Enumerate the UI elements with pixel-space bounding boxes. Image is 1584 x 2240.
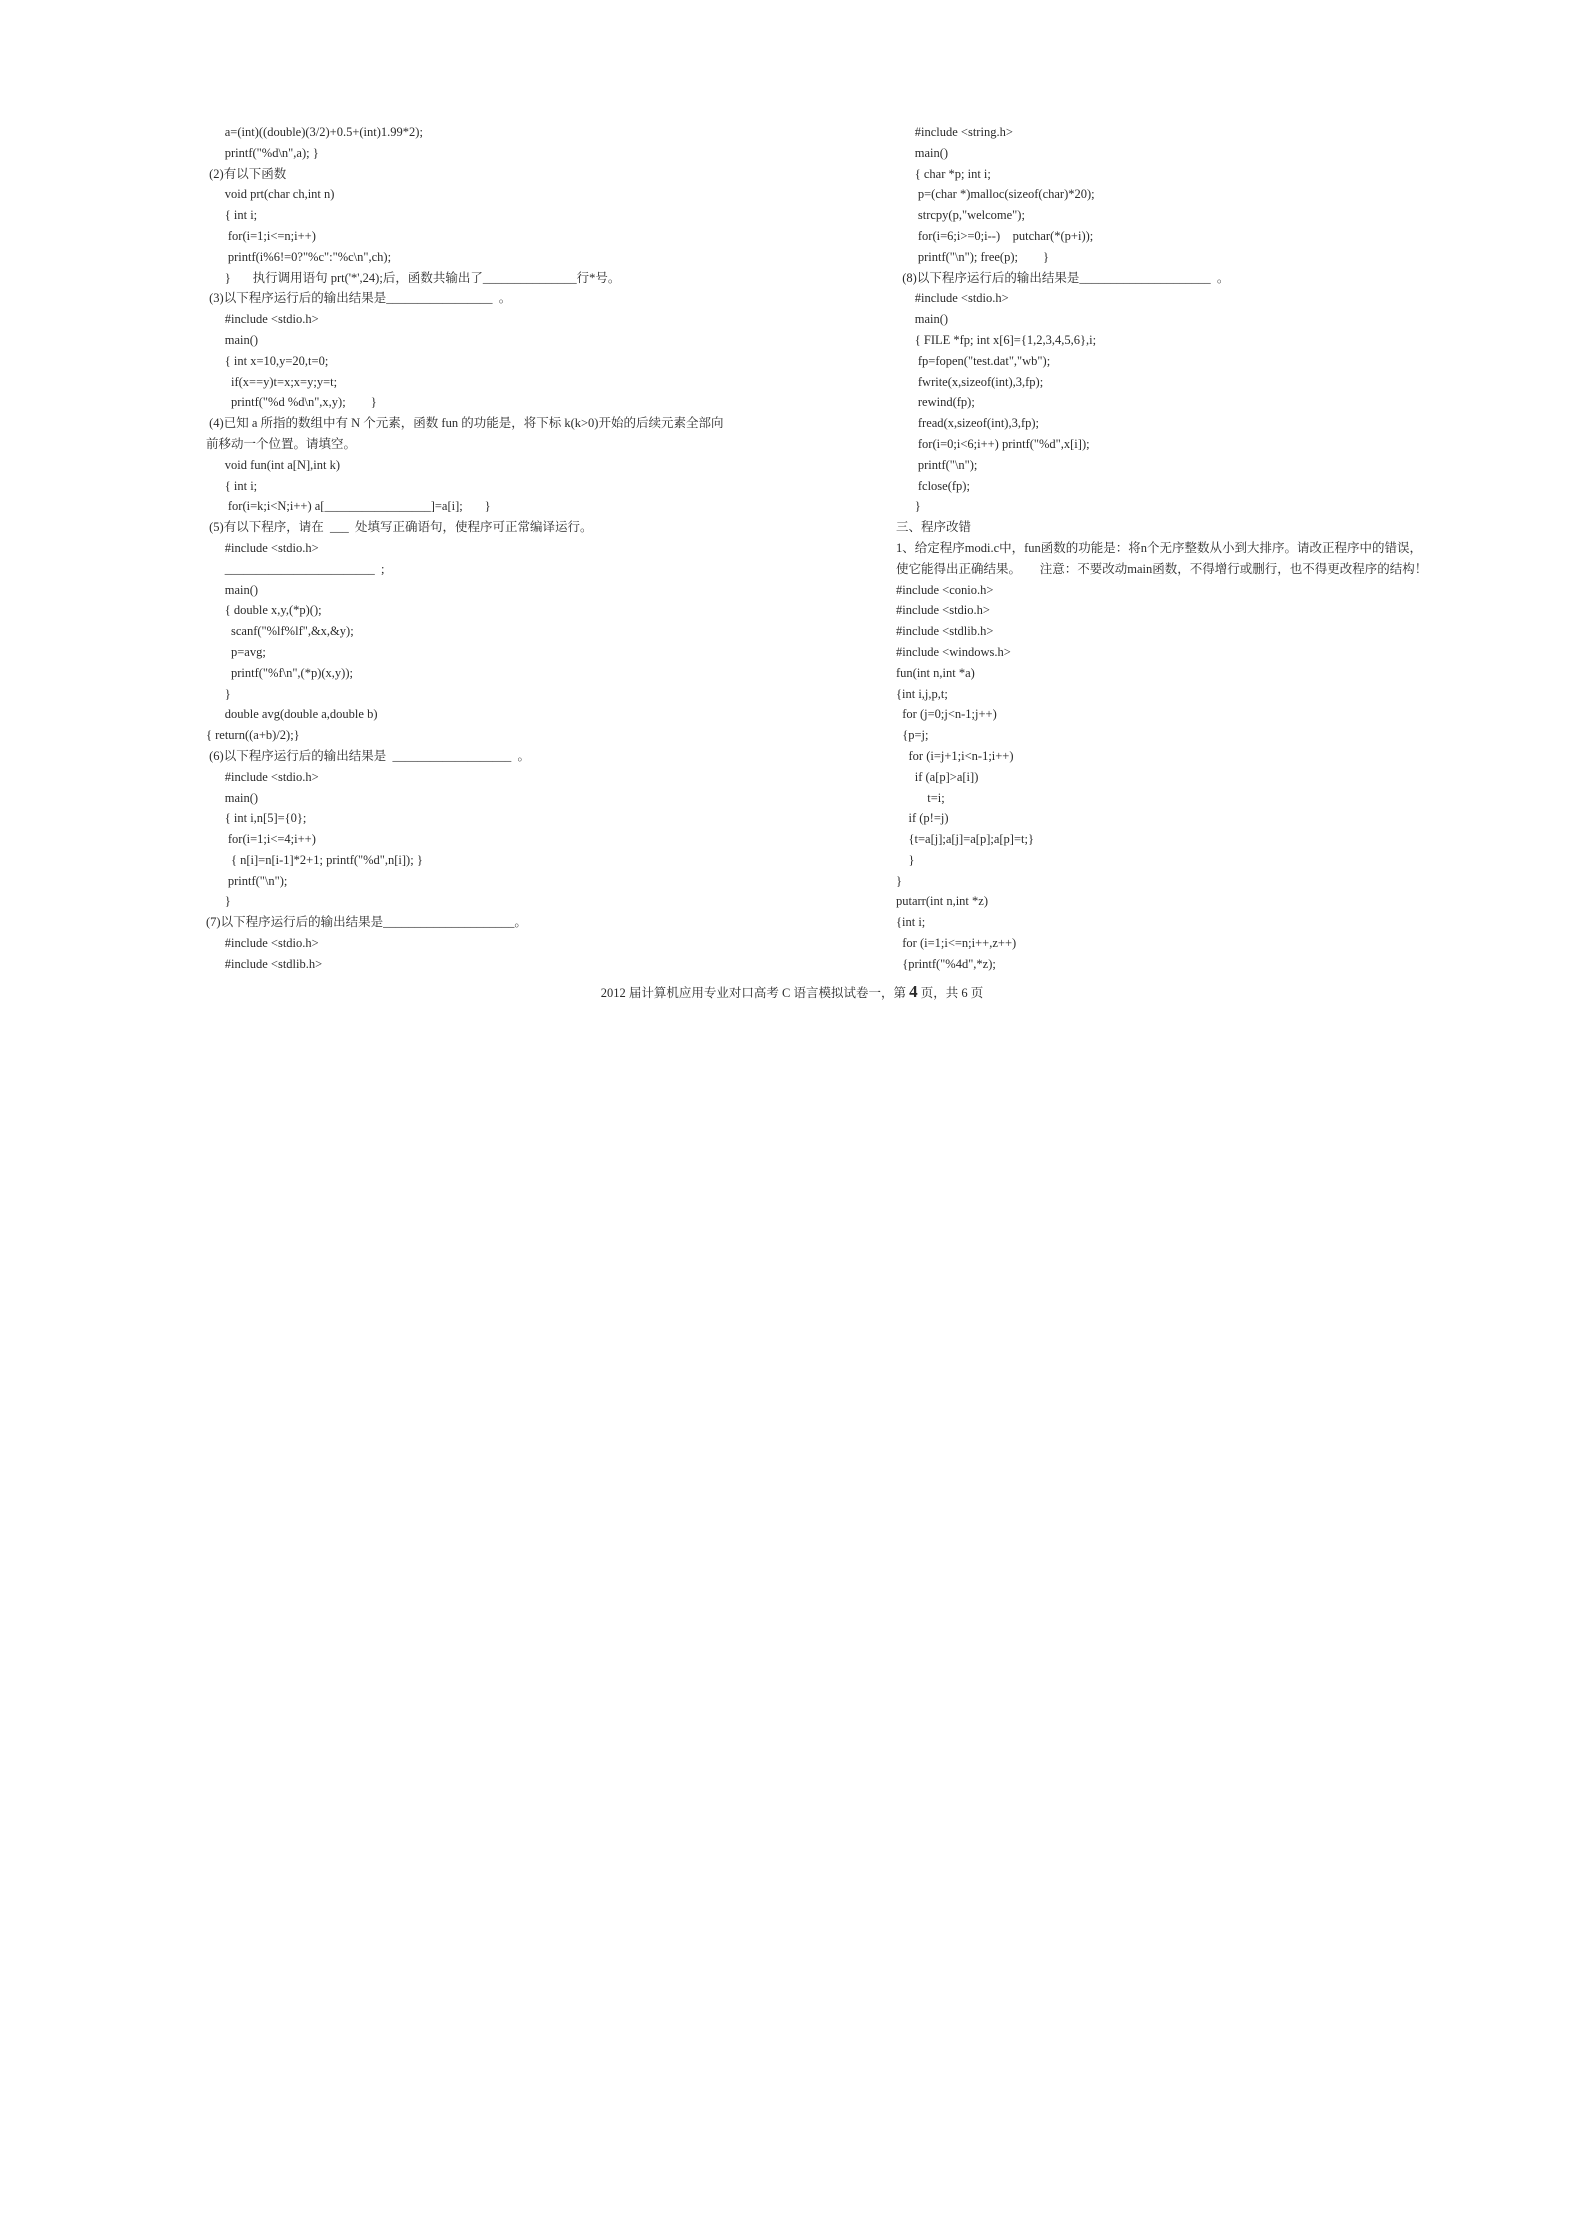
text-line: void prt(char ch,int n) [206, 187, 335, 202]
text-line: {int i; [896, 915, 926, 930]
text-line: { double x,y,(*p)(); [206, 603, 322, 618]
text-line: { FILE *fp; int x[6]={1,2,3,4,5,6},i; [896, 332, 1097, 347]
text-line: } [896, 873, 902, 888]
text-line: printf("%d\n",a); } [206, 145, 319, 160]
text-line: main() [896, 312, 949, 327]
text-line: for(i=1;i<=4;i++) [206, 832, 316, 847]
text-line: printf("\n"); [896, 457, 978, 472]
text-line: 三、程序改错 [896, 520, 972, 535]
text-line: (4)已知 a 所指的数组中有 N 个元素，函数 fun 的功能是，将下标 k(k>0)开始的后续元素全部向 [206, 416, 724, 431]
text-line: scanf("%lf%lf",&x,&y); [206, 624, 354, 639]
text-line: #include <string.h> [896, 125, 1013, 139]
text-line: #include <stdlib.h> [206, 956, 323, 971]
text-line: for (j=0;j<n-1;j++) [896, 707, 997, 722]
text-line: { int i,n[5]={0}; [206, 811, 307, 826]
text-line: #include <stdio.h> [206, 540, 319, 555]
text-line: {p=j; [896, 728, 929, 743]
text-line: #include <conio.h> [896, 582, 994, 597]
text-line: #include <windows.h> [896, 644, 1011, 659]
footer-prefix: 2012 届计算机应用专业对口高考 C 语言模拟试卷一，第 [600, 986, 910, 1000]
text-line: main() [206, 582, 259, 597]
text-line: } [896, 499, 921, 514]
text-line: if (a[p]>a[i]) [896, 769, 979, 784]
text-line: #include <stdio.h> [206, 936, 319, 951]
text-line: #include <stdio.h> [896, 603, 990, 618]
text-line: fread(x,sizeof(int),3,fp); [896, 416, 1039, 431]
text-line: #include <stdio.h> [206, 312, 319, 327]
text-line: {printf("%4d",*z); [896, 956, 996, 971]
text-line: printf("\n"); free(p); } [896, 249, 1049, 264]
text-line: ________________________ ; [206, 561, 385, 576]
text-line: putarr(int n,int *z) [896, 894, 988, 909]
text-line: t=i; [896, 790, 945, 805]
text-line: fun(int n,int *a) [896, 665, 975, 680]
text-line: { int x=10,y=20,t=0; [206, 353, 329, 368]
text-line: { return((a+b)/2);} [206, 728, 300, 743]
left-column [206, 122, 846, 975]
text-line: } [206, 686, 231, 701]
text-line: if (p!=j) [896, 811, 949, 826]
footer-suffix: 页，共 6 页 [917, 986, 984, 1000]
text-line: 使它能得出正确结果。 注意：不要改动main函数，不得增行或删行，也不得更改程序的结构！ [896, 561, 1428, 576]
text-line: p=(char *)malloc(sizeof(char)*20); [896, 187, 1095, 202]
page-footer [0, 982, 1584, 1002]
text-line: for(i=0;i<6;i++) printf("%d",x[i]); [896, 436, 1090, 451]
text-line: p=avg; [206, 644, 266, 659]
text-line: double avg(double a,double b) [206, 707, 378, 722]
text-line: #include <stdio.h> [896, 291, 1009, 306]
text-line: a=(int)((double)(3/2)+0.5+(int)1.99*2); [206, 125, 423, 139]
text-line: { n[i]=n[i-1]*2+1; printf("%d",n[i]); } [206, 852, 423, 867]
text-line: (2)有以下函数 [206, 166, 287, 181]
text-line: for(i=k;i<N;i++) a[_________________]=a[i]; } [206, 499, 491, 514]
right-column [896, 122, 1496, 975]
text-line: {t=a[j];a[j]=a[p];a[p]=t;} [896, 832, 1034, 847]
text-line: if(x==y)t=x;x=y;y=t; [206, 374, 338, 389]
text-line: } 执行调用语句 prt('*',24);后，函数共输出了_______________行*号。 [206, 270, 621, 285]
text-line: main() [206, 790, 259, 805]
footer-page-number: 4 [909, 982, 918, 1001]
text-line: (5)有以下程序，请在 ___ 处填写正确语句，使程序可正常编译运行。 [206, 520, 593, 535]
text-line: fclose(fp); [896, 478, 970, 493]
text-line: for(i=6;i>=0;i--) putchar(*(p+i)); [896, 228, 1094, 243]
text-line: { int i; [206, 208, 258, 223]
text-line: 前移动一个位置。请填空。 [206, 436, 357, 451]
text-line: (6)以下程序运行后的输出结果是 ___________________ 。 [206, 748, 530, 763]
text-line: printf("%f\n",(*p)(x,y)); [206, 665, 353, 680]
text-line: void fun(int a[N],int k) [206, 457, 341, 472]
text-line: (7)以下程序运行后的输出结果是_____________________。 [206, 915, 527, 930]
text-line: rewind(fp); [896, 395, 975, 410]
text-line: for (i=1;i<=n;i++,z++) [896, 936, 1017, 951]
text-line: printf("\n"); [206, 873, 288, 888]
text-line: 1、给定程序modi.c中，fun函数的功能是：将n个无序整数从小到大排序。请改正程序中的错误， [896, 540, 1423, 555]
text-line: #include <stdlib.h> [896, 624, 994, 639]
text-line: fwrite(x,sizeof(int),3,fp); [896, 374, 1044, 389]
text-line: (3)以下程序运行后的输出结果是_________________ 。 [206, 291, 512, 306]
text-line: { char *p; int i; [896, 166, 991, 181]
text-line: main() [896, 145, 949, 160]
text-line: {int i,j,p,t; [896, 686, 948, 701]
text-line: printf("%d %d\n",x,y); } [206, 395, 377, 410]
text-line: (8)以下程序运行后的输出结果是_____________________ 。 [896, 270, 1230, 285]
text-line: printf(i%6!=0?"%c":"%c\n",ch); [206, 249, 392, 264]
text-line: #include <stdio.h> [206, 769, 319, 784]
text-line: strcpy(p,"welcome"); [896, 208, 1025, 223]
text-line: { int i; [206, 478, 258, 493]
text-line: } [896, 852, 915, 867]
text-line: main() [206, 332, 259, 347]
text-line: for(i=1;i<=n;i++) [206, 228, 316, 243]
text-line: fp=fopen("test.dat","wb"); [896, 353, 1051, 368]
text-line: for (i=j+1;i<n-1;i++) [896, 748, 1014, 763]
text-line: } [206, 894, 231, 909]
